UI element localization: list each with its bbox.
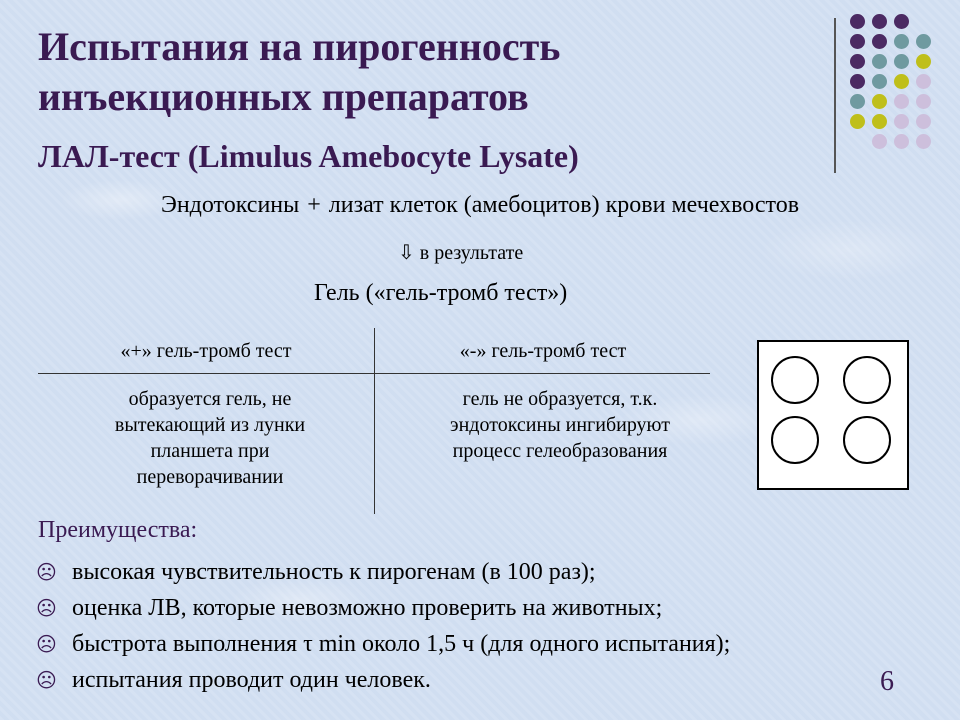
well	[843, 416, 891, 464]
frown-icon: ☹	[36, 632, 57, 656]
decor-dot	[850, 74, 865, 89]
decor-dot	[894, 94, 909, 109]
gel-label: Гель («гель-тромб тест»)	[314, 280, 568, 306]
decor-dot	[894, 114, 909, 129]
decor-divider	[834, 18, 836, 173]
decor-dot	[850, 34, 865, 49]
list-item-text: высокая чувствительность к пирогенам (в 100 раз);	[72, 558, 596, 585]
list-item	[36, 662, 730, 698]
decor-dot-grid	[846, 14, 956, 159]
decor-dot	[872, 134, 887, 149]
decor-dot	[916, 74, 931, 89]
decor-dot	[916, 114, 931, 129]
decor-dot	[916, 34, 931, 49]
decor-dot	[850, 94, 865, 109]
decor-dot	[894, 74, 909, 89]
list-item-text: оценка ЛВ, которые невозможно проверить на животных;	[72, 594, 663, 621]
decor-dot	[916, 94, 931, 109]
advantages-title: Преимущества:	[38, 517, 198, 543]
decor-dot	[872, 74, 887, 89]
list-item	[36, 590, 730, 626]
well	[771, 416, 819, 464]
decor-dot	[916, 134, 931, 149]
result-arrow: ⇩ в результате	[398, 242, 524, 264]
list-item	[36, 626, 730, 662]
decor-dot	[872, 14, 887, 29]
decor-dot	[850, 14, 865, 29]
frown-icon: ☹	[36, 596, 57, 620]
decor-dot	[894, 34, 909, 49]
negative-description: гель не образуется, т.к. эндотоксины ингибируют процесс гелеобразования	[450, 388, 670, 462]
decor-dot	[872, 94, 887, 109]
reaction-part1: Эндотоксины	[160, 192, 300, 218]
list-item-text: быстрота выполнения τ min около 1,5 ч (для одного испытания);	[72, 630, 731, 657]
reaction-line	[0, 192, 960, 219]
reaction-part2: лизат клеток (амебоцитов) крови мечехвостов	[328, 192, 800, 218]
decor-dot	[894, 134, 909, 149]
decor-dot	[872, 114, 887, 129]
frown-icon: ☹	[36, 668, 57, 692]
list-item-text: испытания проводит один человек.	[72, 666, 431, 693]
well	[771, 356, 819, 404]
decor-dot	[850, 54, 865, 69]
slide-subtitle: ЛАЛ-тест (Limulus Amebocyte Lysate)	[38, 138, 579, 174]
well	[843, 356, 891, 404]
positive-description: образуется гель, не вытекающий из лунки планшета при переворачивании	[114, 388, 306, 488]
positive-header: «+» гель-тромб тест	[120, 340, 292, 362]
slide-title: Испытания на пирогенность инъекционных препаратов	[38, 24, 561, 119]
page-number: 6	[880, 666, 894, 697]
well-plate	[757, 340, 909, 490]
decor-dot	[894, 14, 909, 29]
list-item	[36, 554, 730, 590]
decor-dot	[872, 54, 887, 69]
decor-dot	[850, 114, 865, 129]
decor-dot	[894, 54, 909, 69]
advantages-list	[36, 554, 730, 698]
decor-dot	[916, 54, 931, 69]
table-divider-vertical	[374, 328, 375, 514]
reaction-plus: +	[307, 192, 321, 218]
frown-icon: ☹	[36, 560, 57, 584]
decor-dot	[872, 34, 887, 49]
negative-header: «-» гель-тромб тест	[459, 340, 627, 362]
